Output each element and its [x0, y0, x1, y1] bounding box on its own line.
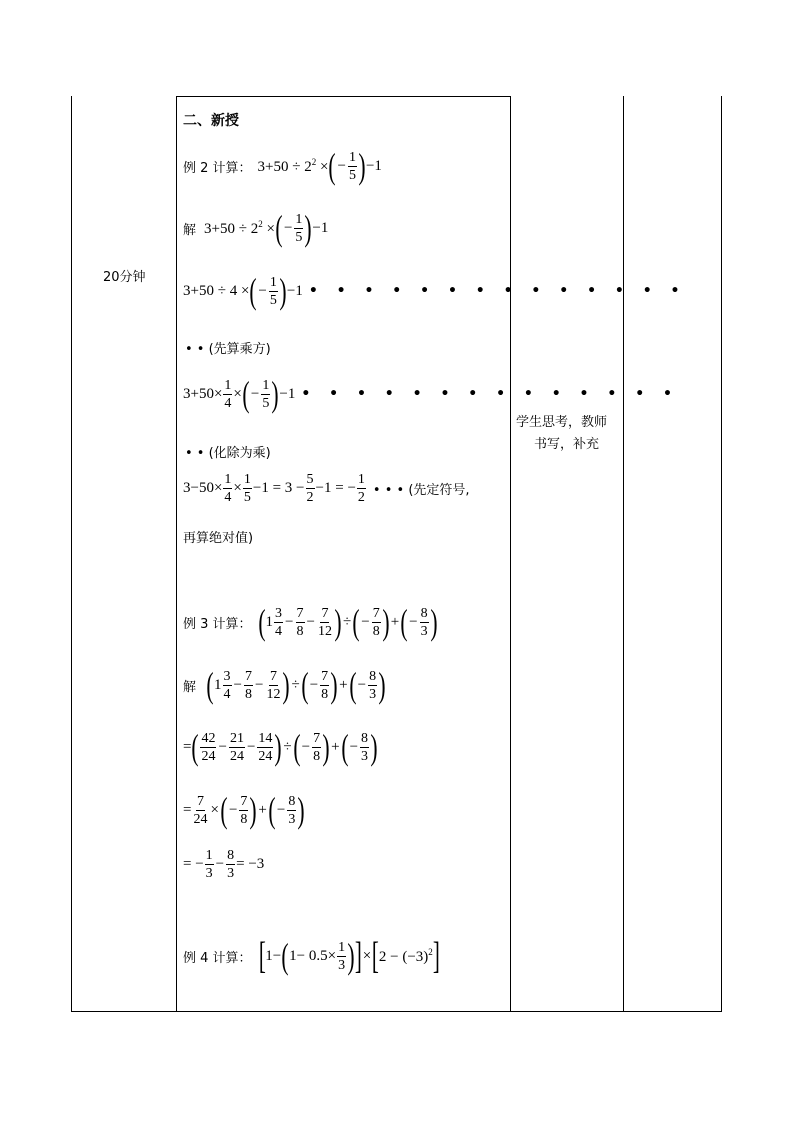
example-3-solution-line: 解 ( 1 $\frac{3}{4}$ − $\frac{7}{8}$ − $\frac{7}{12}$ ) ÷ ( − $\frac{7}{8}$ ) + ( − $\frac{8}{3}$ )	[183, 665, 386, 705]
step-1-leader-dots: • • • • • • • • • • • • • •	[308, 283, 687, 299]
solution-label: 解	[183, 222, 197, 238]
example-3-step-2: = $\frac{7}{24}$ × ( − $\frac{7}{8}$ ) + ( − $\frac{8}{3}$ )	[183, 790, 305, 830]
table-left-border	[71, 96, 72, 1012]
example-2-problem: 例 2 计算： $3+50 \div 2^2$ × ( − $\frac{1}{5}$ ) −1	[183, 146, 382, 186]
activity-line-2: 书写，补充	[534, 437, 600, 452]
time-label: 20分钟	[103, 270, 146, 285]
example-3-problem: 例 3 计算： ( 1 $\frac{3}{4}$ − $\frac{7}{8}$ − $\frac{7}{12}$ ) ÷ ( − $\frac{7}{8}$ ) + ( − $\frac{8}{3}$ )	[183, 602, 438, 642]
example-2-step-2: 3+50× $\frac{1}{4}$ × ( − $\frac{1}{5}$ ) −1 • • • • • • • • • • • • • •	[183, 374, 679, 414]
column-divider-1	[176, 96, 177, 1012]
example-3-step-1: = ( $\frac{42}{24}$ − $\frac{21}{24}$ − $\frac{14}{24}$ ) ÷ ( − $\frac{7}{8}$ ) + ( − $\frac{8}{3}$ )	[183, 727, 378, 767]
example-3-step-3: = − $\frac{1}{3}$ − $\frac{8}{3}$ = −3	[183, 848, 265, 881]
example-2-step-1: 3+50 ÷ 4 × ( − $\frac{1}{5}$ ) −1 • • • • • • • • • • • • • •	[183, 271, 687, 311]
example-4-label: 例 4 计算：	[183, 950, 252, 966]
column-divider-3	[623, 96, 624, 1012]
step-1-note: • • (先算乘方)	[185, 342, 271, 357]
activity-line-1: 学生思考，教师	[516, 415, 608, 430]
section-title: 二、新授	[183, 113, 239, 129]
example-2-solution-line: 解 $3+50 \div 2^2$ × ( − $\frac{1}{5}$ ) −1	[183, 208, 329, 248]
example-2-step-3: 3−50× $\frac{1}{4}$ × $\frac{1}{5}$ −1 = 3 − $\frac{5}{2}$ −1 = − $\frac{1}{2}$ • • • (先定符号,	[183, 472, 470, 505]
example-3-label: 例 3 计算：	[183, 616, 252, 632]
step-2-note: • • (化除为乘)	[185, 446, 271, 461]
example-3-solution-label: 解	[183, 679, 197, 695]
step-2-leader-dots: • • • • • • • • • • • • • •	[301, 386, 679, 402]
example-2-label: 例 2 计算：	[183, 160, 252, 176]
step-3-note: • • • (先定符号,	[372, 483, 470, 498]
table-bottom-border	[71, 1011, 722, 1012]
column-divider-2	[510, 96, 511, 1012]
step-3-note-continued: 再算绝对值)	[183, 531, 254, 546]
content-cell-top-border	[176, 96, 511, 97]
table-right-border	[721, 96, 722, 1012]
example-4-problem: 例 4 计算： [ 1− ( 1− 0.5× $\frac{1}{3}$ ) ] × [ $2 - (-3)^2$ ]	[183, 935, 440, 977]
